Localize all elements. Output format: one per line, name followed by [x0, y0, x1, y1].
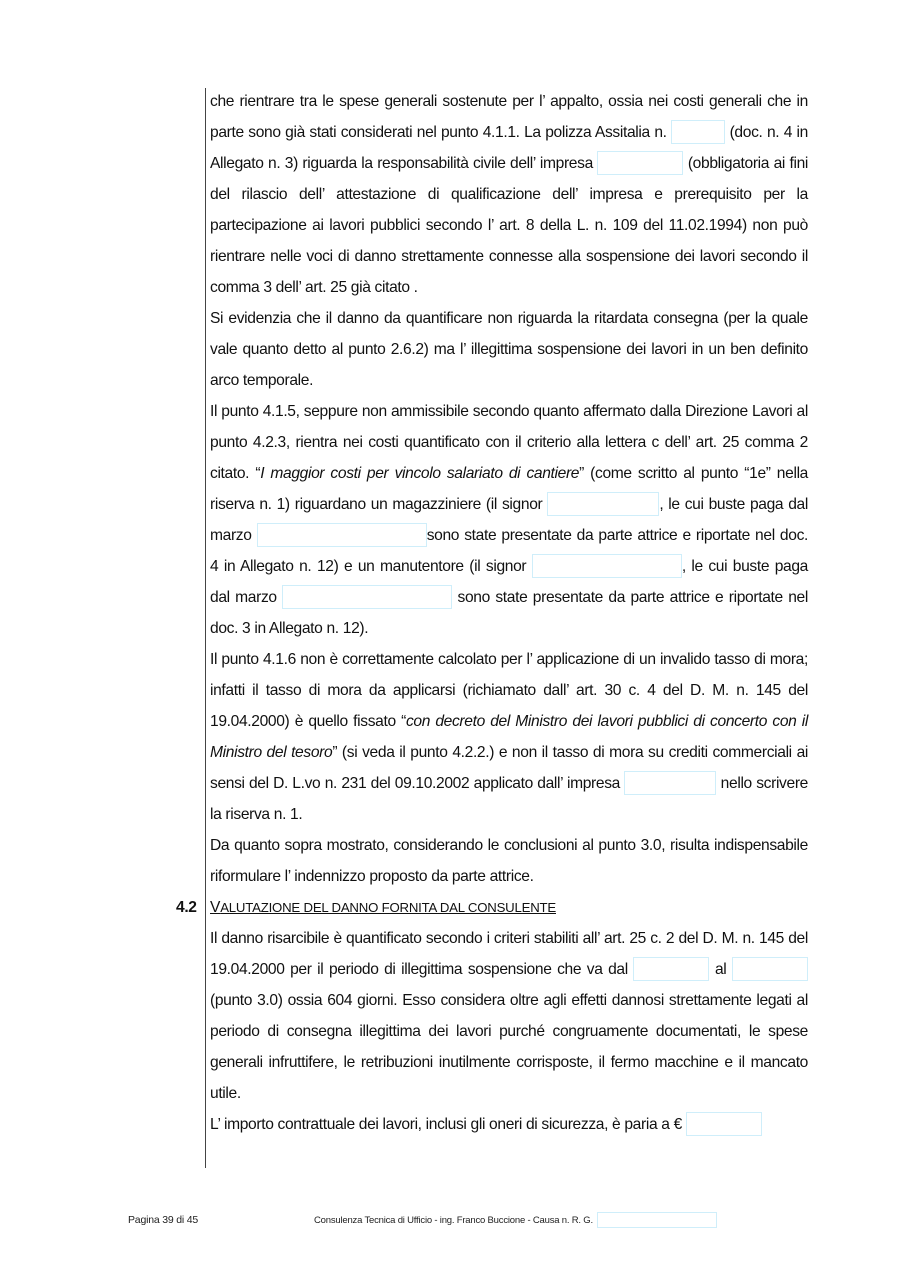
- title-rest: ALUTAZIONE DEL DANNO FORNITA DAL CONSULENTE: [220, 900, 556, 915]
- paragraph-danno-risarcibile: [210, 923, 808, 1109]
- text-run: al: [709, 961, 732, 978]
- redacted-company-name-2: [624, 771, 716, 795]
- text-run: (punto 3.0) ossia 604 giorni. Esso considera oltre agli effetti dannosi strettamente legati al periodo di consegna illegittima dei lavori purché congruamente documentati, le spese generali infruttifere, le retribuzioni inutilmente corrisposte, il fermo macchine e il mancato utile.: [210, 992, 808, 1102]
- page-number: Pagina 39 di 45: [128, 1214, 198, 1226]
- redacted-amount: [686, 1112, 762, 1136]
- left-margin-rule: [205, 88, 206, 1168]
- text-run: Il punto 4.1.6 non è correttamente calcolato per l’ applicazione di un invalido tasso di mora; infatti il tasso di mora da applicarsi (richiamato dall’ art. 30 c. 4 del D. M. n. 145 del 19.04.2000) è quello fissato “: [210, 651, 808, 730]
- page-content: [176, 86, 809, 1140]
- footer-title: Consulenza Tecnica di Ufficio - ing. Franco Buccione - Causa n. R. G.: [314, 1215, 593, 1226]
- redacted-maintenance-worker-name: [532, 554, 682, 578]
- text-run: , le cui buste paga dal marzo: [210, 496, 808, 544]
- paragraph-ritardata-consegna: Si evidenzia che il danno da quantificare non riguarda la ritardata consegna (per la quale vale quanto detto al punto 2.6.2) ma l’ illegittima sospensione dei lavori in un ben definito arco temporale.: [210, 310, 808, 389]
- redacted-policy-number: [671, 120, 725, 144]
- text-run: sono state presentate da parte attrice e riportate nel doc. 3 in Allegato n. 12).: [210, 589, 808, 637]
- text-run: Il punto 4.1.5, seppure non ammissibile secondo quanto affermato dalla Direzione Lavori al punto 4.2.3, rientra nei costi quantificato con il criterio alla lettera c dell’ art. 25 comma 2 citato. “: [210, 403, 808, 482]
- text-run: ” (come scritto al punto “1e” nella riserva n. 1) riguardano un magazziniere (il signor: [210, 465, 809, 513]
- section-heading: [176, 892, 808, 923]
- text-run: che rientrare tra le spese generali sostenute per l’ appalto, ossia nei costi generali che in parte sono già stati considerati nel punto 4.1.1. La polizza Assitalia n.: [210, 93, 808, 141]
- text-run: Il danno risarcibile è quantificato secondo i criteri stabiliti all’ art. 25 c. 2 del D. M. n. 145 del 19.04.2000 per il periodo di illegittima sospensione che va dal: [210, 930, 808, 978]
- paragraph-conclusione: Da quanto sopra mostrato, considerando le conclusioni al punto 3.0, risulta indispensabile riformulare l’ indennizzo proposto da parte attrice.: [210, 837, 808, 885]
- page-footer: [0, 1212, 905, 1232]
- paragraph-punto-4-1-6: [210, 644, 808, 830]
- section-title: [210, 900, 556, 915]
- text-run: ” (si veda il punto 4.2.2.) e non il tasso di mora su crediti commerciali ai sensi del D. L.vo n. 231 del 09.10.2002 applicato dall’ impresa: [210, 744, 809, 792]
- title-initial: V: [210, 899, 221, 916]
- redacted-date-range-2: [282, 585, 452, 609]
- text-run: (obbligatoria ai fini del rilascio dell’ attestazione di qualificazione dell’ impresa e prerequisito per la partecipazione ai lavori pubblici secondo l’ art. 8 della L. n. 109 del 11.02.1994) non può rientrare nelle voci di danno strettamente connesse alla sospensione dei lavori secondo il comma 3 dell’ art. 25 già citato .: [210, 155, 809, 296]
- text-run: L’ importo contrattuale dei lavori, inclusi gli oneri di sicurezza, è paria a €: [210, 1116, 686, 1133]
- redacted-start-date: [633, 957, 709, 981]
- section-number: 4.2: [176, 899, 197, 916]
- paragraph-polizza: [210, 86, 808, 303]
- text-run: (doc. n. 4 in Allegato n. 3) riguarda la responsabilità civile dell’ impresa: [210, 124, 808, 172]
- paragraph-importo-contrattuale: [210, 1109, 808, 1140]
- redacted-company-name: [597, 151, 683, 175]
- redacted-date-range: [257, 523, 427, 547]
- text-run: sono state presentate da parte attrice e riportate nel doc. 4 in Allegato n. 12) e un manutentore (il signor: [210, 527, 808, 575]
- paragraph-punto-4-1-5: [210, 396, 808, 644]
- italic-quote: I maggior costi per vincolo salariato di cantiere: [260, 465, 580, 482]
- italic-quote: con decreto del Ministro dei lavori pubblici di concerto con il Ministro del tesoro: [210, 713, 809, 761]
- redacted-warehouse-worker-name: [547, 492, 659, 516]
- text-run: nello scrivere la riserva n. 1.: [210, 775, 808, 823]
- text-run: , le cui buste paga dal marzo: [210, 558, 809, 606]
- redacted-end-date: [732, 957, 808, 981]
- redacted-case-number: [597, 1212, 717, 1228]
